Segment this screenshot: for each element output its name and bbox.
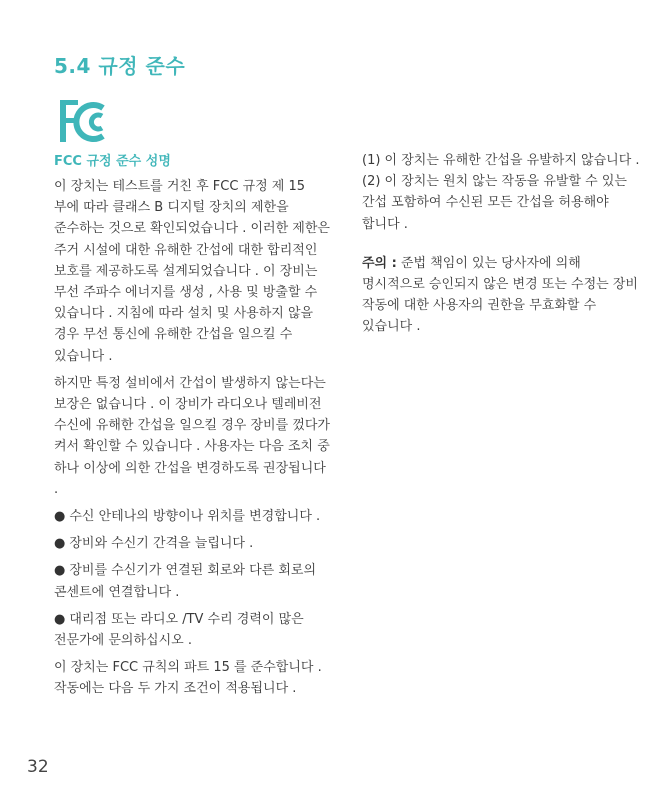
right-column [362, 150, 640, 344]
warning-text: 준법 책임이 있는 당사자에 의해 명시적으로 승인되지 않은 변경 또는 수정는 장비 작동에 대한 사용자의 권한을 무효화할 수 있습니다 . [362, 255, 638, 335]
bullet-item: ● 대리점 또는 라디오 /TV 수리 경력이 많은 전문가에 문의하십시오 . [54, 609, 332, 651]
warning-label: 주의 : [362, 255, 397, 271]
statement-title: FCC 규정 준수 성명 [54, 154, 171, 169]
section-title: 5.4 규정 준수 [54, 54, 186, 78]
statement-paragraph-3: 이 장치는 FCC 규칙의 파트 15 를 준수합니다 . 작동에는 다음 두 가지 조건이 적용됩니다 . [54, 660, 322, 697]
page-number: 32 [27, 757, 49, 777]
bullet-item: ● 수신 안테나의 방향이나 위치를 변경합니다 . [54, 506, 332, 527]
left-column [54, 152, 332, 706]
statement-paragraph-2: 하지만 특정 설비에서 간섭이 발생하지 않는다는 보장은 없습니다 . 이 장비가 라디오나 텔레비전 수신에 유해한 간섭을 일으킬 경우 장비를 껐다가 켜서 확인할 수 있습니다 . 사용자는 다음 조치 중 하나 이상에 의한 간섭을 변경하도록 권장됩니다 . [54, 375, 330, 497]
warning-paragraph [362, 253, 640, 338]
bullet-item: ● 장비와 수신기 간격을 늘립니다 . [54, 533, 332, 554]
fcc-logo [58, 98, 116, 144]
statement-paragraph-1: 이 장치는 테스트를 거친 후 FCC 규정 제 15 부에 따라 클래스 B 디지털 장치의 제한을 준수하는 것으로 확인되었습니다 . 이러한 제한은 주거 시설에 대한 유해한 간섭에 대한 합리적인 보호를 제공하도록 설계되었습니다 . 이 장비는 무선 주파수 에너지를 생성 , 사용 및 방출할 수 있습니다 . 지침에 따라 설치 및 사용하지 않을 경우 무선 통신에 유해한 간섭을 일으킬 수 있습니다 . [54, 179, 330, 364]
bullet-item: ● 장비를 수신기가 연결된 회로와 다른 회로의 콘센트에 연결합니다 . [54, 560, 332, 602]
conditions-paragraph: (1) 이 장치는 유해한 간섭을 유발하지 않습니다 . (2) 이 장치는 원치 않는 작동을 유발할 수 있는 간섭 포함하여 수신된 모든 간섭을 허용해야 합니다 . [362, 153, 640, 232]
